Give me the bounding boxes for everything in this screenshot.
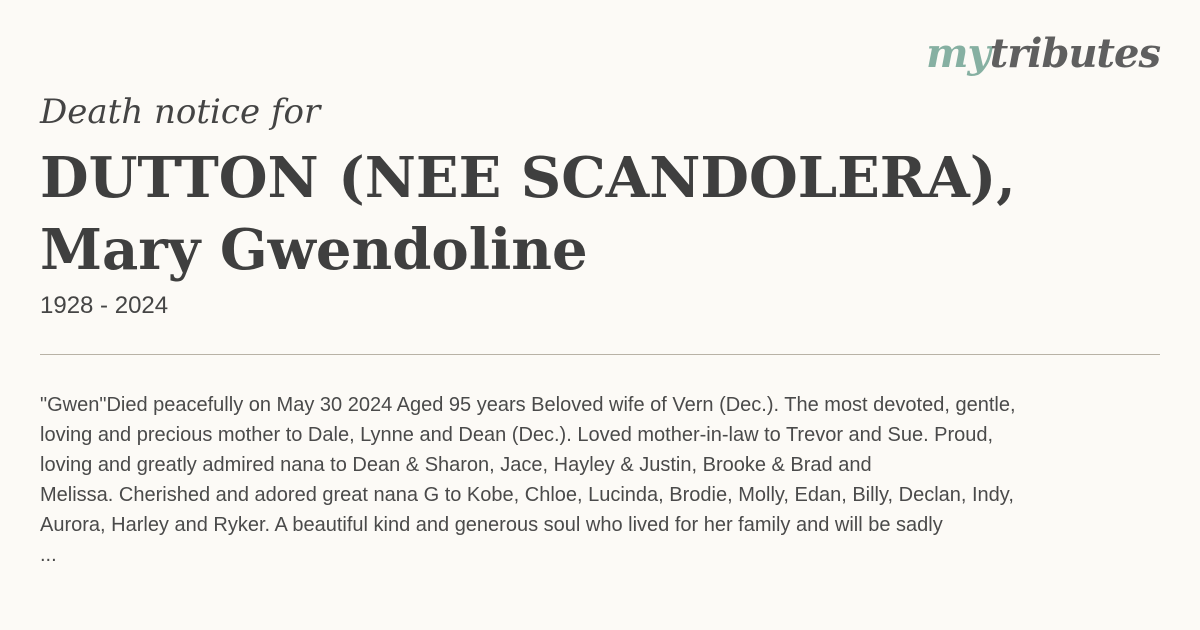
mytributes-logo[interactable] [926,30,1160,77]
notice-line: Aurora, Harley and Ryker. A beautiful kind and generous soul who lived for her family and will be sadly [40,514,943,536]
notice-line: Melissa. Cherished and adored great nana G to Kobe, Chloe, Lucinda, Brodie, Molly, Edan, Billy, Declan, Indy, [40,484,1014,506]
name-line-2: Mary Gwendoline [40,217,588,283]
notice-line: loving and greatly admired nana to Dean & Sharon, Jace, Hayley & Justin, Brooke & Brad and [40,454,872,476]
name-line-1: DUTTON (NEE SCANDOLERA), [40,145,1016,211]
notice-prefix: Death notice for [40,92,321,132]
notice-line: "Gwen"Died peacefully on May 30 2024 Aged 95 years Beloved wife of Vern (Dec.). The most devoted, gentle, [40,394,1016,416]
notice-line: loving and precious mother to Dale, Lynne and Dean (Dec.). Loved mother-in-law to Trevor and Sue. Proud, [40,424,994,446]
divider [40,354,1160,355]
notice-ellipsis: ... [40,544,57,566]
life-years: 1928 - 2024 [40,292,169,319]
logo-tributes: tributes [989,30,1160,77]
deceased-name [40,142,1140,286]
logo-my: my [926,30,990,77]
notice-text [40,390,1160,570]
